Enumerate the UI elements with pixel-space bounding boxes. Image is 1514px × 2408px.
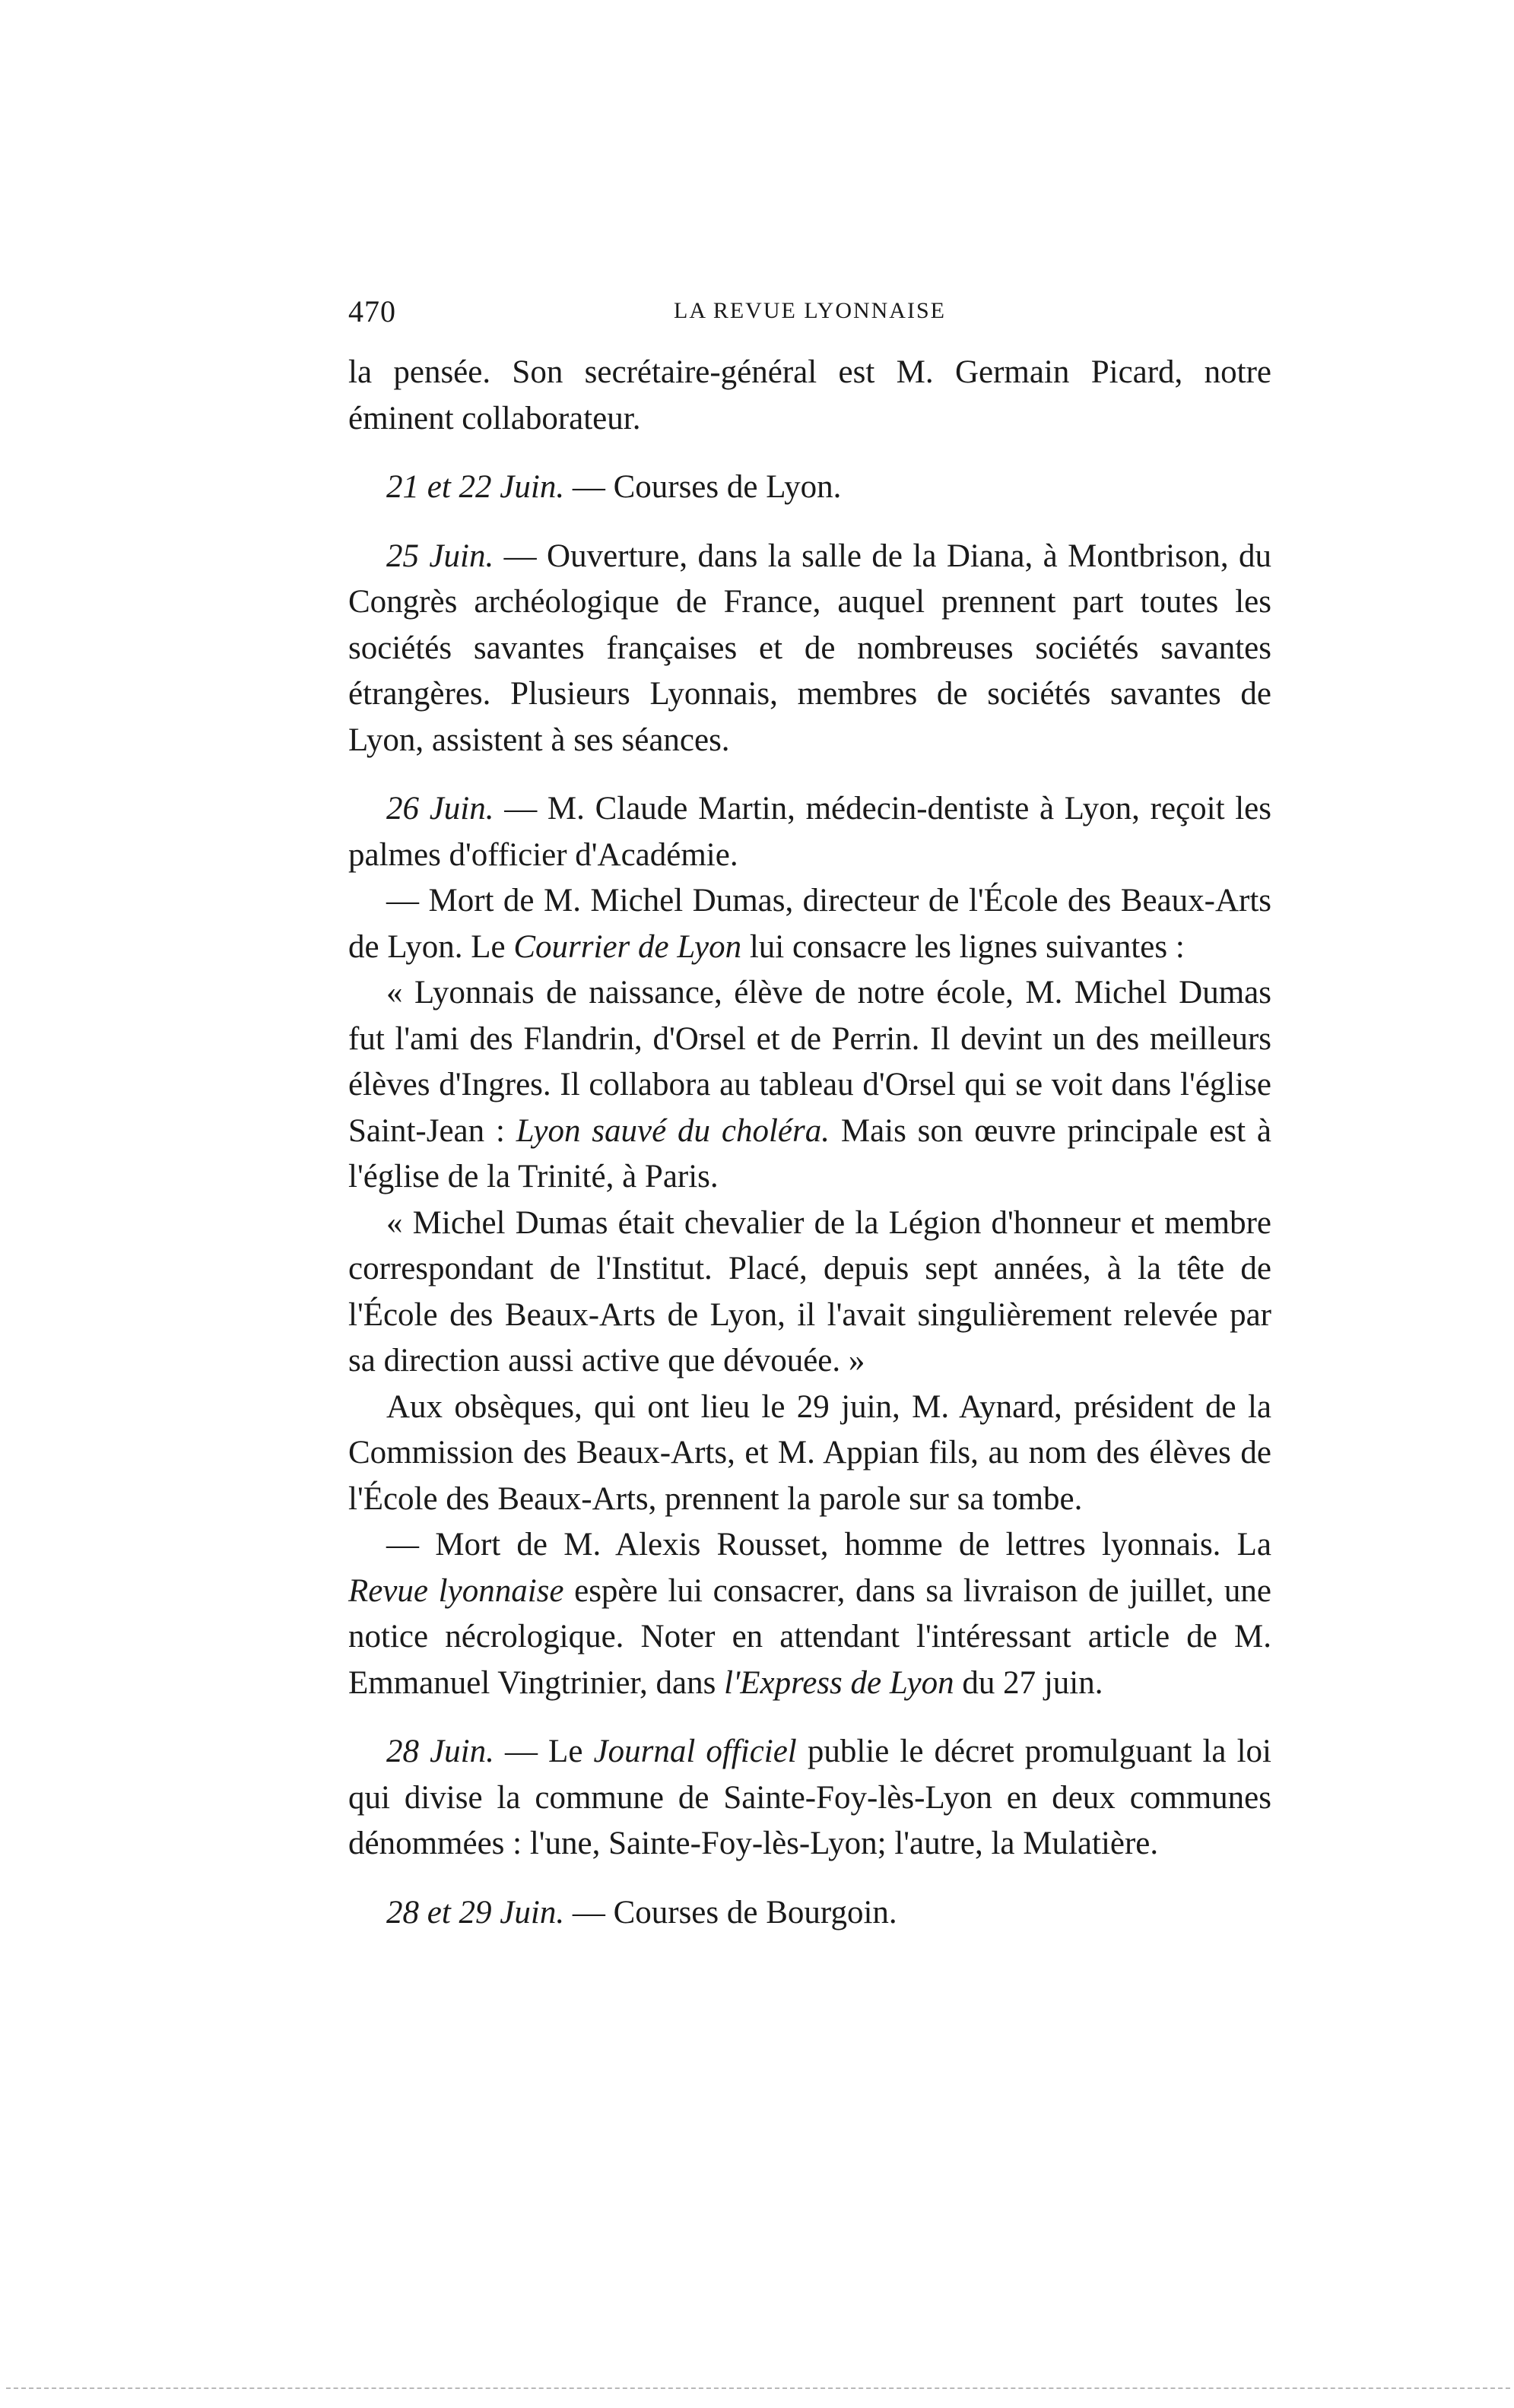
paragraph-text: « Lyonnais de naissance, élève de notre école, M. Michel Dumas fut l'ami des Flandrin, d'Orsel et de Perrin. Il devint un des meilleurs élèves d'Ingres. Il collabora au tableau d'Orsel qui se voit dans l'église Saint-Jean : — [348, 975, 1271, 1149]
paragraph-text: Aux obsèques, qui ont lieu le 29 juin, M. Aynard, président de la Commission des Beaux-Arts, et M. Appian fils, au nom des élèves de l'École des Beaux-Arts, prennent la parole sur sa tombe. — [348, 1388, 1271, 1517]
paragraph-text: — Mort de M. Michel Dumas, directeur de l'École des Beaux-Arts de Lyon. Le — [348, 883, 1271, 965]
running-title: LA REVUE LYONNAISE — [674, 298, 946, 323]
paragraph-text: Mais son œuvre principale est à l'église de la Trinité, à Paris. — [348, 1112, 1271, 1194]
paragraph-continuation — [348, 350, 1271, 442]
italic-title: l'Express de Lyon — [724, 1664, 954, 1701]
entry-date: 26 Juin. — [386, 791, 494, 826]
paragraph-text: « Michel Dumas était chevalier de la Légion d'honneur et membre correspondant de l'Institut. Placé, depuis sept années, à la tête de l'École des Beaux-Arts de Lyon, il l'avait singulièrement relevée par sa direction aussi active que dévouée. » — [348, 1204, 1271, 1378]
paragraph-text: la pensée. Son secrétaire-général est M. Germain Picard, notre éminent collaborateur. — [348, 354, 1271, 436]
paragraph-text: du 27 juin. — [954, 1664, 1103, 1701]
paragraph-text: — M. Claude Martin, médecin-dentiste à Lyon, reçoit les palmes d'officier d'Académie. — [348, 791, 1271, 873]
paragraph-text: publie le décret promulguant la loi qui divise la commune de Sainte-Foy-lès-Lyon en deux communes dénommées : l'une, Sainte-Foy-lès-Lyon; l'autre, la Mulatière. — [348, 1734, 1271, 1861]
italic-title: Revue lyonnaise — [348, 1572, 564, 1609]
paragraph-quote-2 — [348, 1201, 1271, 1385]
page-bottom-rule — [6, 2387, 1510, 2389]
paragraph-text: — Courses de Bourgoin. — [564, 1894, 897, 1931]
paragraph-congres-archeologique — [348, 534, 1271, 764]
entry-date: 25 Juin. — [386, 538, 494, 574]
paragraph-michel-dumas — [348, 878, 1271, 970]
italic-title: Journal officiel — [593, 1734, 797, 1769]
paragraph-text: — Courses de Lyon. — [564, 469, 842, 505]
paragraph-text: lui consacre les lignes suivantes : — [741, 928, 1185, 965]
paragraph-text: — Le — [494, 1734, 594, 1769]
paragraph-courses-bourgoin — [348, 1890, 1271, 1937]
paragraph-claude-martin — [348, 786, 1271, 878]
entry-date: 28 et 29 Juin. — [386, 1894, 565, 1931]
entry-date: 28 Juin. — [386, 1734, 494, 1769]
paragraph-obseques — [348, 1385, 1271, 1523]
paragraph-courses-lyon — [348, 465, 1271, 511]
page-header — [348, 293, 1271, 339]
paragraph-text: — Ouverture, dans la salle de la Diana, à Montbrison, du Congrès archéologique de France, auquel prennent part toutes les sociétés savantes françaises et de nombreuses sociétés savantes étrangères. Plusieurs Lyonnais, membres de sociétés savantes de Lyon, assistent à ses séances. — [348, 538, 1271, 758]
page-number: 470 — [348, 294, 396, 328]
paragraph-sainte-foy — [348, 1729, 1271, 1867]
paragraph-alexis-rousset — [348, 1522, 1271, 1706]
italic-title: Courrier de Lyon — [513, 928, 742, 965]
entry-date: 21 et 22 Juin. — [386, 469, 565, 505]
paragraph-quote-1 — [348, 970, 1271, 1201]
italic-title: Lyon sauvé du choléra. — [516, 1112, 830, 1149]
paragraph-text: — Mort de M. Alexis Rousset, homme de lettres lyonnais. La — [386, 1527, 1271, 1563]
article-body — [348, 350, 1271, 1936]
paragraph-text: espère lui consacrer, dans sa livraison de juillet, une notice nécrologique. Noter en attendant l'intéressant article de M. Emmanuel Vingtrinier, dans — [348, 1572, 1271, 1701]
